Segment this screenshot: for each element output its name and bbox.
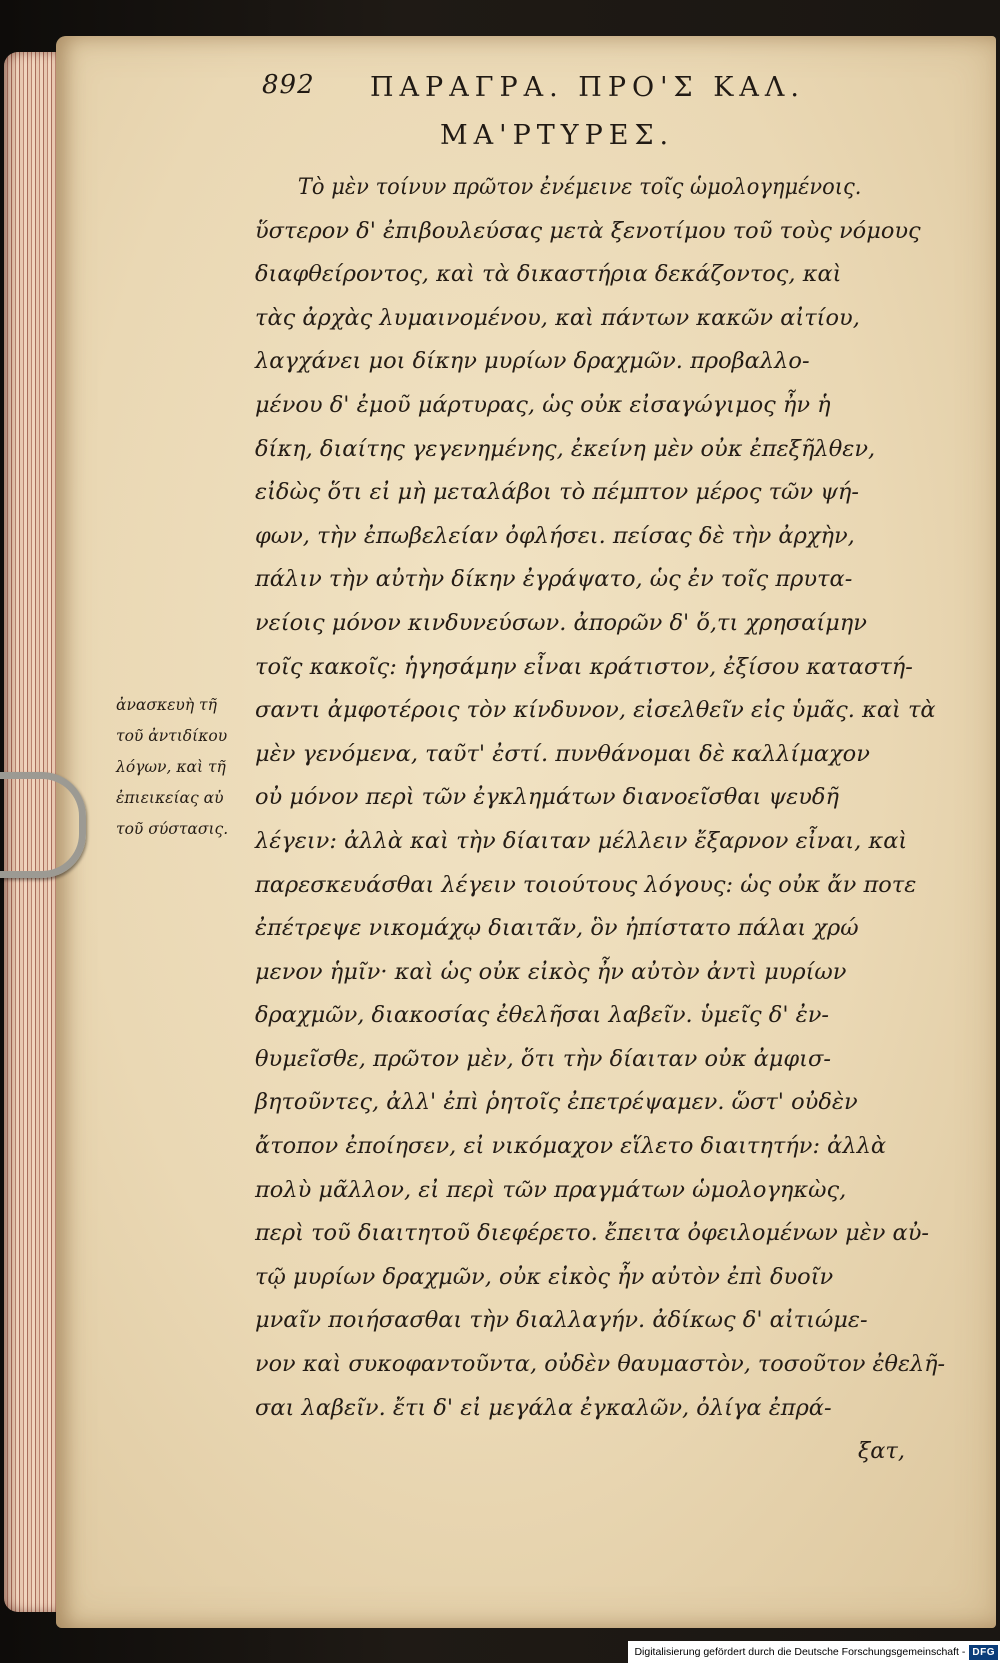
text-line: περὶ τοῦ διαιτητοῦ διεφέρετο. ἔπειτα ὀφειλομένων μὲν αὐ- [255,1220,930,1247]
text-line: εἰδὼς ὅτι εἰ μὴ μεταλάβοι τὸ πέμπτον μέρος τῶν ψή- [255,479,859,506]
text-line: πάλιν τὴν αὐτὴν δίκην ἐγράψατο, ὡς ἐν τοῖς πρυτα- [255,566,853,593]
page-header [262,70,922,110]
text-line: διαφθείροντος, καὶ τὰ δικαστήρια δεκάζοντος, καὶ [255,261,842,288]
text-line: δραχμῶν, διακοσίας ἐθελῆσαι λαβεῖν. ὑμεῖς δ' ἐν- [255,1002,830,1029]
text-line: θυμεῖσθε, πρῶτον μὲν, ὅτι τὴν δίαιταν οὐκ ἀμφισ- [255,1045,831,1072]
text-line: λέγειν: ἀλλὰ καὶ τὴν δίαιταν μέλλειν ἔξαρνον εἶναι, καὶ [255,827,908,854]
marginal-note [116,690,261,845]
text-line: μένου δ' ἐμοῦ μάρτυρας, ὡς οὐκ εἰσαγώγιμος ἦν ἡ [255,391,831,418]
marginal-note-line: τοῦ ἀντιδίκου [116,727,228,745]
text-line: τοῖς κακοῖς: ἡγησάμην εἶναι κράτιστον, ἐξίσου καταστή- [255,653,913,680]
text-line: ἄτοπον ἐποίησεν, εἰ νικόμαχον εἵλετο διαιτητήν: ἀλλὰ [255,1133,887,1160]
marginal-note-line: τοῦ σύστασις. [116,820,229,838]
text-line: πολὺ μᾶλλον, εἰ περὶ τῶν πραγμάτων ὡμολογηκὼς, [255,1176,847,1203]
text-line: παρεσκευάσθαι λέγειν τοιούτους λόγους: ὡς οὐκ ἄν ποτε [255,871,917,898]
footer-credit-text: Digitalisierung gefördert durch die Deutsche Forschungsgemeinschaft - [634,1646,966,1658]
page-number: 892 [262,70,315,100]
text-line: βητοῦντες, ἀλλ' ἐπὶ ῥητοῖς ἐπετρέψαμεν. ὥστ' οὐδὲν [255,1089,858,1116]
catchword: ξατ, [857,1438,905,1465]
text-line: μὲν γενόμενα, ταῦτ' ἐστί. πυνθάνομαι δὲ καλλίμαχον [255,740,870,767]
text-line: σαι λαβεῖν. ἔτι δ' εἰ μεγάλα ἐγκαλῶν, ὀλίγα ἐπρά- [255,1394,832,1421]
footer-credit [628,1641,1000,1663]
text-line: λαγχάνει μοι δίκην μυρίων δραχμῶν. προβαλλο- [255,348,810,375]
text-line: τὰς ἀρχὰς λυμαινομένου, καὶ πάντων κακῶν αἰτίου, [255,304,860,331]
text-line: δίκη, διαίτης γεγενημένης, ἐκείνη μὲν οὐκ ἐπεξῆλθεν, [255,435,876,462]
marginal-note-line: ἀνασκευὴ τῆ [116,696,217,714]
text-line: νείοις μόνον κινδυνεύσων. ἀπορῶν δ' ὅ,τι χρησαίμην [255,609,867,636]
text-line: τῷ μυρίων δραχμῶν, οὐκ εἰκὸς ἦν αὐτὸν ἐπὶ δυοῖν [255,1263,834,1290]
text-line: νον καὶ συκοφαντοῦντα, οὐδὲν θαυμαστὸν, τοσοῦτον ἐθελῆ- [255,1351,946,1378]
text-line: οὐ μόνον περὶ τῶν ἐγκλημάτων διανοεῖσθαι ψευδῆ [255,784,839,811]
text-line: Τὸ μὲν τοίνυν πρῶτον ἐνέμεινε τοῖς ὡμολογημένοις. [297,174,862,200]
text-line: μενον ἡμῖν· καὶ ὡς οὐκ εἰκὸς ἦν αὐτὸν ἀντὶ μυρίων [255,958,847,985]
text-line: μναῖν ποιήσασθαι τὴν διαλλαγήν. ἀδίκως δ' αἰτιώμε- [255,1307,868,1334]
text-line: ἐπέτρεψε νικομάχῳ διαιτᾶν, ὃν ἠπίστατο πάλαι χρώ [255,915,859,942]
section-heading: ΜΑ'ΡΤΥΡΕΣ. [440,120,675,151]
running-title: ΠΑΡΑΓΡΑ. ΠΡΟ'Σ ΚΑΛ. [370,72,805,103]
body-text [255,166,945,1474]
text-line: σαντι ἀμφοτέροις τὸν κίνδυνον, εἰσελθεῖν εἰς ὑμᾶς. καὶ τὰ [255,697,936,724]
marginal-note-line: ἐπιεικείας αὐ [116,789,224,807]
marginal-note-line: λόγων, καὶ τῆ [116,758,226,776]
text-line: φων, τὴν ἐπωβελείαν ὀφλήσει. πείσας δὲ τὴν ἀρχὴν, [255,522,855,549]
dfg-logo: DFG [969,1645,998,1660]
text-line: ὕστερον δ' ἐπιβουλεύσας μετὰ ξενοτίμου τοῦ τοὺς νόμους [255,217,921,244]
page-clasp [0,772,86,878]
